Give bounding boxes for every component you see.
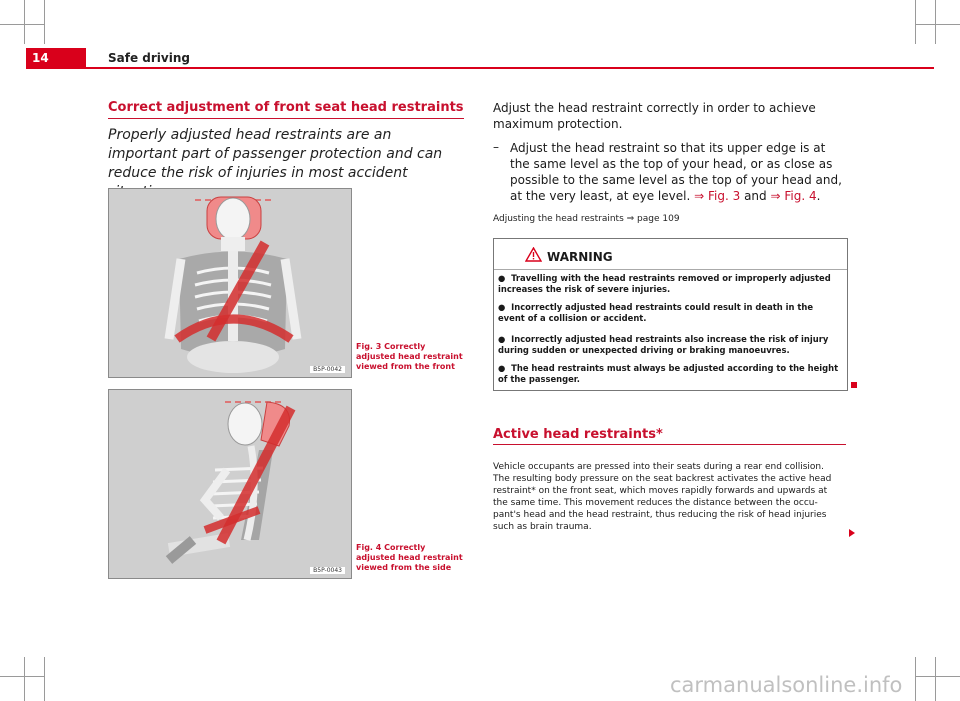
warning-box [493,238,848,391]
crop-mark [44,657,45,701]
crop-mark [915,0,916,44]
warning-item: ● Incorrectly adjusted head restraints could result in death in the event of a collision or accident. [498,302,814,323]
figure-4-caption: Fig. 4 Correctly adjusted head restraint viewed from the side [356,543,463,572]
list-dash: – [493,140,499,154]
section-intro: Properly adjusted head restraints are an important part of passenger protection and can reduce the risk of injuries in most accident [108,127,443,181]
crop-mark [935,657,936,701]
section-heading-rule [108,118,464,119]
crop-mark [0,676,44,677]
warning-item-text: Incorrectly adjusted head restraints also increase the risk of injury during sudden or unexpected driving or braking manoeuvres. [498,334,829,355]
warning-item-text: Incorrectly adjusted head restraints could result in death in the event of a collision or accident. [498,302,814,323]
page-number: 14 [32,51,49,65]
skeleton-front-illustration [109,189,351,377]
crop-mark [24,657,25,701]
paragraph-adjust: Adjust the head restraint correctly in order to achieve maximum protection. [493,101,816,131]
crop-mark [935,0,936,44]
header-rule [26,67,934,69]
warning-title: WARNING [547,250,613,264]
crop-mark [0,24,44,25]
watermark: carmanualsonline.info [670,673,903,697]
crop-mark [916,676,960,677]
end-of-section-icon [851,382,857,388]
section-heading-rule [493,444,846,445]
period: . [816,189,821,203]
warning-item: ● Incorrectly adjusted head restraints also increase the risk of injury during sudden or unexpected driving or braking manoeuvres. [498,334,829,355]
warning-item-text: Travelling with the head restraints removed or improperly adjusted increases the risk of severe injuries. [498,273,831,294]
figure-code: B5P-0043 [310,567,345,574]
cross-reference-page-109[interactable]: Adjusting the head restraints ⇒ page 109 [493,214,680,224]
warning-item-text: The head restraints must always be adjusted according to the height of the passenger. [498,363,839,384]
fig-4-link[interactable]: ⇒ Fig. 4 [770,189,817,203]
figure-code: B5P-0042 [310,366,345,373]
warning-triangle-icon [525,247,542,262]
crop-mark [916,24,960,25]
list-item-adjust-instruction [510,140,845,204]
paragraph-active-head-restraints: Vehicle occupants are pressed into their seats during a rear end collision. The resulting body pressure on the seat backrest activates the active head restraint* on the front seat, which moves rapidly forwards and upwards at the same time. This movement reduces the distance between the occu-pant's head and the head restraint, thus reducing the risk of head injuries such as brain trauma. [493,462,832,532]
figure-3-caption: Fig. 3 Correctly adjusted head restraint viewed from the front [356,342,463,371]
warning-header [494,239,847,270]
conjunction: and [744,189,767,203]
skeleton-side-illustration [109,390,351,578]
figure-3-front-view [108,188,352,378]
running-title: Safe driving [108,51,190,65]
crop-mark [24,0,25,44]
fig-3-link[interactable]: ⇒ Fig. 3 [694,189,741,203]
warning-item: ● Travelling with the head restraints removed or improperly adjusted increases the risk of severe injuries. [498,273,831,294]
crop-mark [44,0,45,44]
list-item-text: Adjust the head restraint so that its upper edge is at the same level as the top of your head, or as close as possible to the same level as the top of your head and, at the very least, at eye level. [510,141,842,203]
warning-item: ● The head restraints must always be adjusted according to the height of the passenger. [498,363,839,384]
crop-mark [915,657,916,701]
next-page-arrow-icon [847,528,857,538]
figure-4-side-view [108,389,352,579]
section-heading-head-restraints: Correct adjustment of front seat head restraints [108,100,464,115]
section-heading-active-head-restraints: Active head restraints* [493,427,663,442]
